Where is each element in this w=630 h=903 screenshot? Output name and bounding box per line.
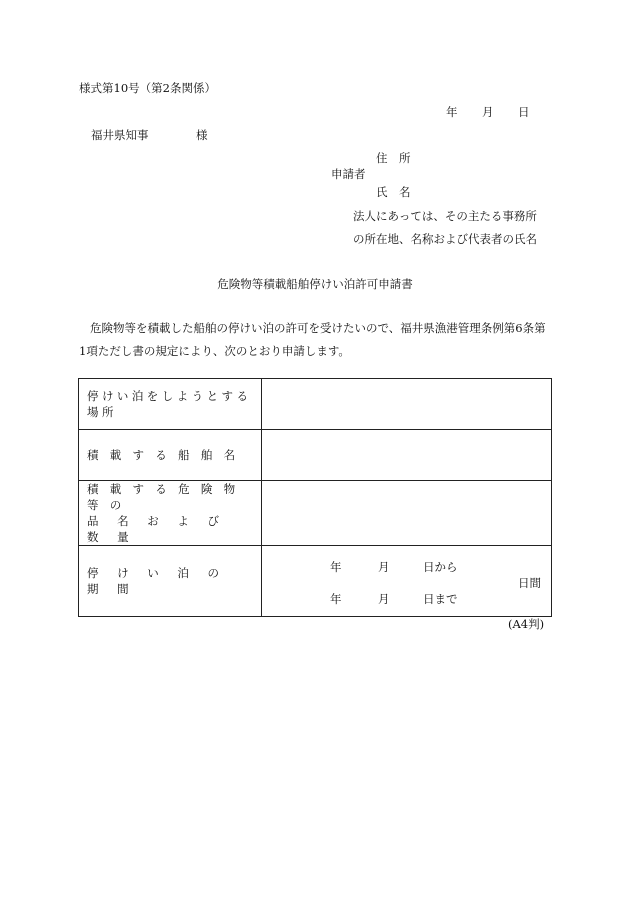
period-to-month: 月 [378, 592, 390, 606]
statement-line-1: 危険物等を積載した船舶の停けい泊の許可を受けたいので、福井県漁港管理条例第6条第 [90, 321, 546, 335]
period-from-day: 日から [423, 560, 458, 574]
period-to-day: 日まで [423, 592, 458, 606]
table-row [79, 430, 552, 481]
form-number: 様式第10号（第2条関係） [79, 81, 216, 95]
addressee-honorific: 様 [196, 128, 208, 142]
table-row [79, 481, 552, 546]
period-to-year: 年 [330, 592, 342, 606]
period-days: 日間 [518, 576, 541, 590]
date-year-label: 年 [446, 105, 458, 119]
date-day-label: 日 [518, 105, 530, 119]
period-label: 停けい泊の期間 [79, 546, 262, 617]
ship-name-label: 積載する船舶名 [79, 430, 262, 481]
ship-name-field[interactable] [262, 430, 552, 481]
hazardous-goods-label: 積載する危険物等の 品名および数量 [79, 481, 262, 546]
period-from-year: 年 [330, 560, 342, 574]
applicant-label: 申請者 [331, 167, 366, 181]
corporation-note-line1: 法人にあっては、その主たる事務所 [353, 209, 537, 223]
application-table [78, 378, 552, 617]
table-row [79, 379, 552, 430]
paper-size-note: (A4判) [508, 617, 545, 631]
period-field[interactable] [262, 546, 552, 617]
addressee: 福井県知事 [91, 128, 149, 142]
place-label: 停けい泊をしようとする場所 [79, 379, 262, 430]
table-row [79, 546, 552, 617]
hazardous-goods-field[interactable] [262, 481, 552, 546]
applicant-name-label: 氏 名 [376, 185, 411, 199]
statement-line-2: 1項ただし書の規定により、次のとおり申請します。 [79, 344, 350, 358]
place-field[interactable] [262, 379, 552, 430]
application-statement [79, 317, 555, 363]
period-from-month: 月 [378, 560, 390, 574]
document-title: 危険物等積載船舶停けい泊許可申請書 [217, 277, 413, 291]
date-month-label: 月 [482, 105, 494, 119]
applicant-address-label: 住 所 [376, 151, 411, 165]
corporation-note-line2: の所在地、名称および代表者の氏名 [353, 232, 537, 246]
